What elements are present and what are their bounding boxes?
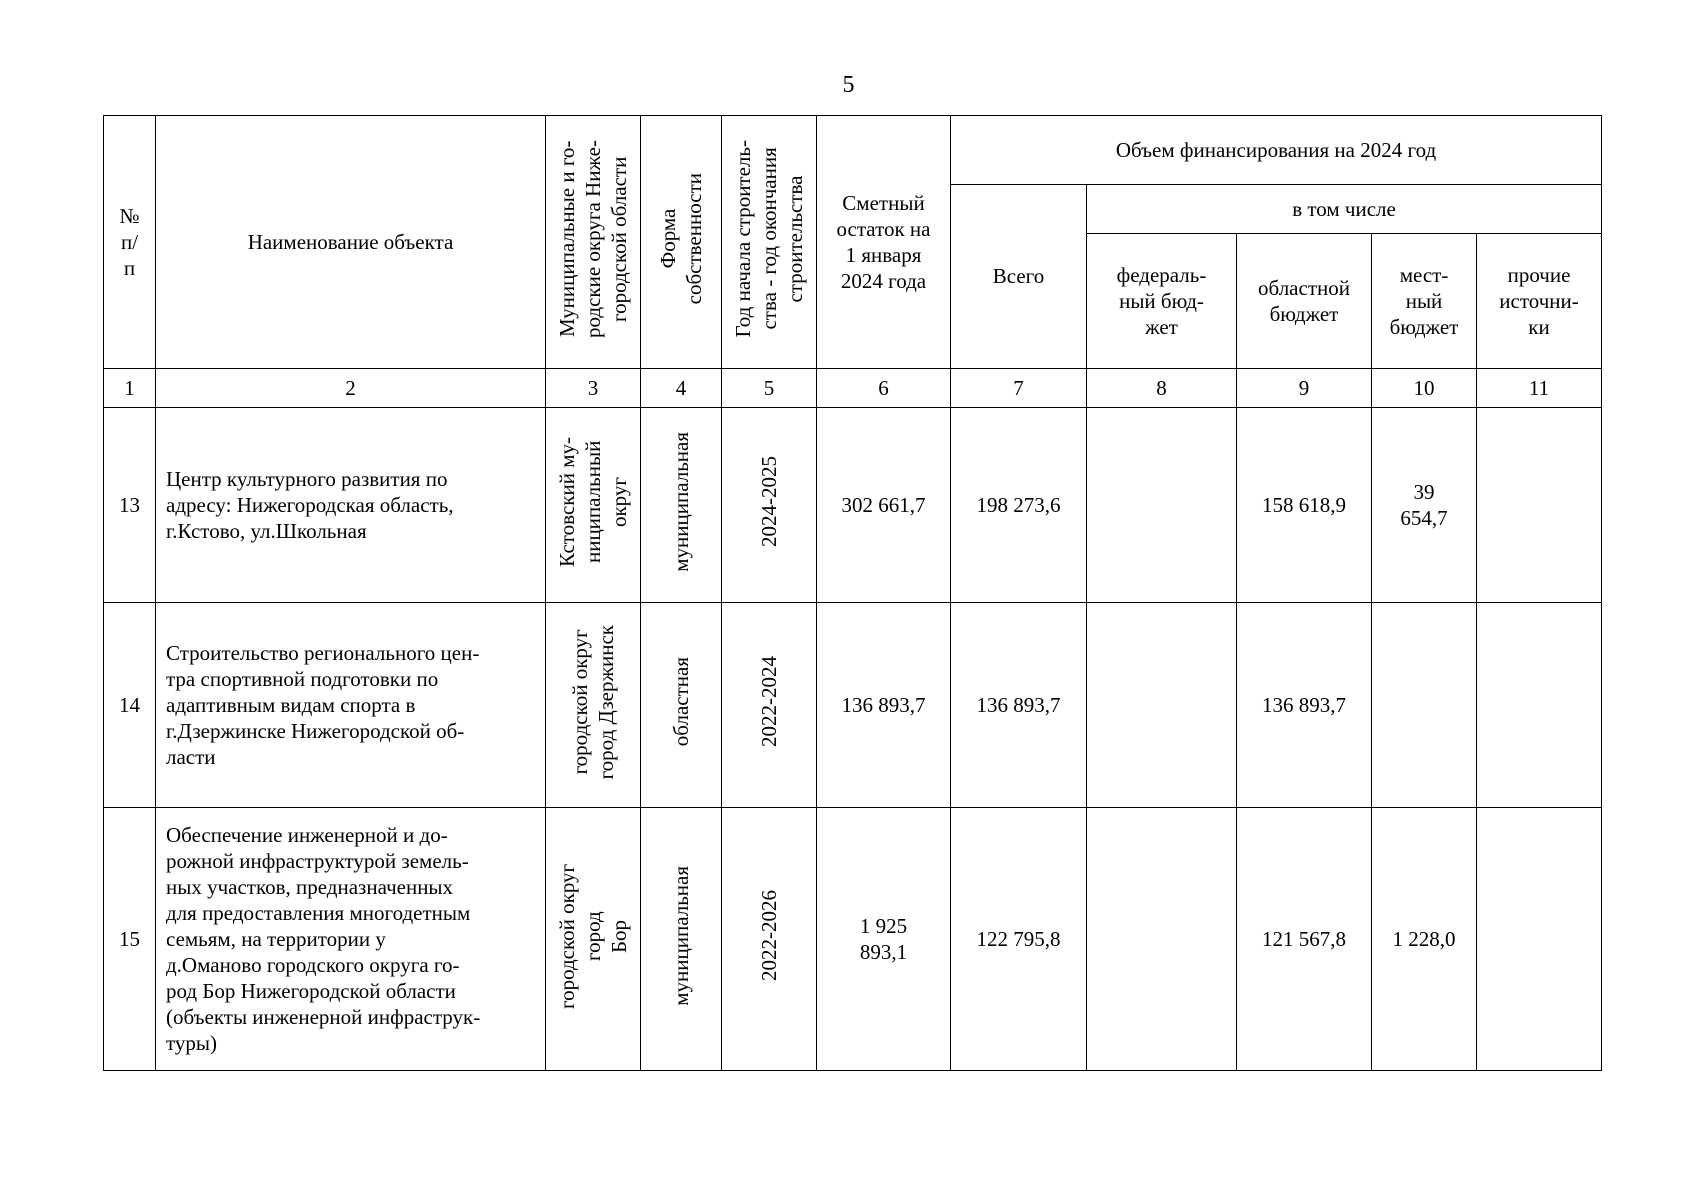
row-local-text: 39 654,7: [1400, 479, 1448, 530]
row-regional: 136 893,7: [1237, 603, 1372, 808]
row-name: [156, 603, 546, 808]
header-balance: [817, 116, 951, 369]
row-balance-text: 302 661,7: [841, 492, 926, 517]
row-ownership: [641, 603, 722, 808]
row-ownership-text: муниципальная: [668, 866, 693, 1006]
row-years: [722, 808, 817, 1071]
column-number-row: [104, 369, 1602, 408]
row-other: [1477, 408, 1602, 603]
header-balance-label: Сметный остаток на 1 января 2024 года: [836, 190, 931, 294]
column-number: 5: [722, 369, 817, 408]
row-name-text: Центр культурного развития по адресу: Нижегородская область, г.Кстово, ул.Школьная: [166, 466, 454, 544]
row-regional: 121 567,8: [1237, 808, 1372, 1071]
row-name: [156, 408, 546, 603]
row-local: [1372, 408, 1477, 603]
column-number: 3: [546, 369, 641, 408]
row-ownership-text: областная: [668, 657, 693, 747]
row-total: 136 893,7: [951, 603, 1087, 808]
row-balance: [817, 603, 951, 808]
row-num: 14: [104, 603, 156, 808]
table-row: [104, 808, 1602, 1071]
header-including: [1087, 185, 1602, 234]
header-municipality-label: Муниципальные и го- родские округа Ниже- городской области: [554, 139, 632, 338]
header-other: [1477, 234, 1602, 369]
header-federal-label: федераль- ный бюд- жет: [1116, 262, 1207, 340]
row-years-text: 2022-2026: [756, 890, 781, 982]
page-number: 5: [842, 72, 855, 98]
row-municipality-text: городской округ город Дзержинск: [567, 624, 618, 780]
row-total: 198 273,6: [951, 408, 1087, 603]
header-years-label: Год начала строитель- ства - год окончания строительства: [730, 140, 808, 338]
header-regional-label: областной бюджет: [1258, 275, 1350, 326]
row-balance-text: 136 893,7: [841, 692, 926, 717]
row-balance-text: 1 925 893,1: [859, 913, 908, 964]
table-row: [104, 408, 1602, 603]
header-ownership: [641, 116, 722, 369]
row-total: 122 795,8: [951, 808, 1087, 1071]
header-funding-label: Объем финансирования на 2024 год: [1115, 137, 1437, 162]
row-municipality-text: городской округ город Бор: [554, 863, 632, 1009]
header-num: [104, 116, 156, 369]
header-years: [722, 116, 817, 369]
table-row: [104, 603, 1602, 808]
column-number: 4: [641, 369, 722, 408]
row-num: 15: [104, 808, 156, 1071]
column-number: 1: [104, 369, 156, 408]
row-other: [1477, 603, 1602, 808]
row-num: 13: [104, 408, 156, 603]
row-name-text: Строительство регионального цен- тра спортивной подготовки по адаптивным видам спорта в г.Дзержинске Нижегородской об- ласти: [166, 640, 480, 770]
header-num-label: № п/ п: [119, 203, 140, 281]
row-federal: [1087, 808, 1237, 1071]
header-local: [1372, 234, 1477, 369]
header-other-label: прочие источни- ки: [1499, 262, 1579, 340]
row-name: [156, 808, 546, 1071]
column-number: 6: [817, 369, 951, 408]
row-balance: [817, 808, 951, 1071]
column-number: 7: [951, 369, 1087, 408]
column-number: 2: [156, 369, 546, 408]
header-regional: [1237, 234, 1372, 369]
header-total-label: Всего: [992, 264, 1045, 289]
row-other: [1477, 808, 1602, 1071]
row-ownership: [641, 808, 722, 1071]
row-years-text: 2022-2024: [756, 656, 781, 748]
row-regional: 158 618,9: [1237, 408, 1372, 603]
column-number: 10: [1372, 369, 1477, 408]
row-years-text: 2024-2025: [756, 456, 781, 548]
row-balance: [817, 408, 951, 603]
column-number: 9: [1237, 369, 1372, 408]
row-ownership: [641, 408, 722, 603]
header-name: [156, 116, 546, 369]
header-federal: [1087, 234, 1237, 369]
column-number: 11: [1477, 369, 1602, 408]
row-municipality: [546, 408, 641, 603]
header-including-label: в том числе: [1292, 196, 1396, 221]
row-local: [1372, 808, 1477, 1071]
column-number: 8: [1087, 369, 1237, 408]
financing-table: [103, 115, 1602, 1071]
header-row-1: [104, 116, 1602, 185]
row-federal: [1087, 603, 1237, 808]
row-municipality: [546, 808, 641, 1071]
header-local-label: мест- ный бюджет: [1389, 262, 1459, 340]
header-funding: [951, 116, 1602, 185]
row-federal: [1087, 408, 1237, 603]
row-municipality: [546, 603, 641, 808]
header-total: [951, 185, 1087, 369]
row-local-text: 1 228,0: [1392, 926, 1456, 951]
row-local: [1372, 603, 1477, 808]
row-name-text: Обеспечение инженерной и до- рожной инфраструктурой земель- ных участков, предназначенных для предоставления многодетным семьям, на территории у д.Оманово городского округа го- род Бор Нижегородской области (объекты инженерной инфраструк- туры): [166, 822, 481, 1056]
row-years: [722, 408, 817, 603]
row-municipality-text: Кстовский му- ниципальный округ: [554, 436, 632, 567]
header-name-label: Наименование объекта: [247, 229, 454, 254]
header-municipality: [546, 116, 641, 369]
row-years: [722, 603, 817, 808]
row-ownership-text: муниципальная: [668, 432, 693, 572]
header-ownership-label: Форма собственности: [655, 173, 706, 305]
